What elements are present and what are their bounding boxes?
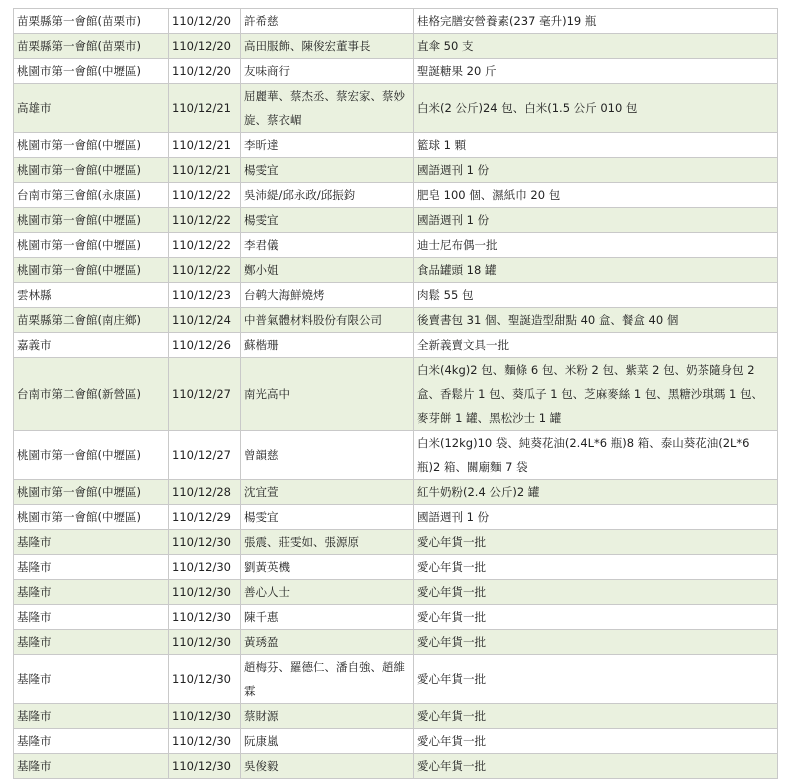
- date-cell: 110/12/30: [169, 655, 241, 704]
- date-cell: 110/12/20: [169, 9, 241, 34]
- table-row: [14, 729, 778, 754]
- item-cell: 國語週刊 1 份: [414, 505, 778, 530]
- date-cell: 110/12/30: [169, 729, 241, 754]
- table-row: [14, 505, 778, 530]
- item-cell: 白米(12kg)10 袋、純葵花油(2.4L*6 瓶)8 箱、泰山葵花油(2L*6 瓶)2 箱、關廟麵 7 袋: [414, 431, 778, 480]
- org-cell: 桃園市第一會館(中壢區): [14, 431, 169, 480]
- donor-cell: 阮康嵐: [241, 729, 414, 754]
- date-cell: 110/12/22: [169, 183, 241, 208]
- org-cell: 桃園市第一會館(中壢區): [14, 59, 169, 84]
- org-cell: 苗栗縣第二會館(南庄鄉): [14, 308, 169, 333]
- table-row: [14, 84, 778, 133]
- item-cell: 直傘 50 支: [414, 34, 778, 59]
- table-row: [14, 9, 778, 34]
- table-row: [14, 59, 778, 84]
- org-cell: 基隆市: [14, 704, 169, 729]
- donation-table-body: [14, 9, 778, 779]
- table-row: [14, 208, 778, 233]
- item-cell: 愛心年貨一批: [414, 630, 778, 655]
- org-cell: 台南市第三會館(永康區): [14, 183, 169, 208]
- date-cell: 110/12/20: [169, 34, 241, 59]
- table-row: [14, 704, 778, 729]
- date-cell: 110/12/30: [169, 605, 241, 630]
- item-cell: 白米(4kg)2 包、麵條 6 包、米粉 2 包、紫菜 2 包、奶茶隨身包 2 盒、香鬆片 1 包、葵瓜子 1 包、芝麻麥絲 1 包、黑糖沙琪瑪 1 包、麥芽餅 1 罐、黑松沙士 1 罐: [414, 358, 778, 431]
- date-cell: 110/12/30: [169, 555, 241, 580]
- item-cell: 全新義賣文具一批: [414, 333, 778, 358]
- table-row: [14, 754, 778, 779]
- table-row: [14, 480, 778, 505]
- item-cell: 愛心年貨一批: [414, 655, 778, 704]
- donor-cell: 李昕達: [241, 133, 414, 158]
- donor-cell: 南光高中: [241, 358, 414, 431]
- donor-cell: 蘇楷珊: [241, 333, 414, 358]
- table-row: [14, 605, 778, 630]
- table-row: [14, 655, 778, 704]
- donor-cell: 善心人士: [241, 580, 414, 605]
- donor-cell: 許希慈: [241, 9, 414, 34]
- date-cell: 110/12/22: [169, 258, 241, 283]
- donor-cell: 屈麗華、蔡杰丞、蔡宏家、蔡妙旋、蔡衣嵋: [241, 84, 414, 133]
- org-cell: 桃園市第一會館(中壢區): [14, 158, 169, 183]
- donor-cell: 陳千惠: [241, 605, 414, 630]
- date-cell: 110/12/26: [169, 333, 241, 358]
- date-cell: 110/12/20: [169, 59, 241, 84]
- org-cell: 嘉義市: [14, 333, 169, 358]
- date-cell: 110/12/30: [169, 630, 241, 655]
- org-cell: 桃園市第一會館(中壢區): [14, 133, 169, 158]
- table-row: [14, 358, 778, 431]
- item-cell: 愛心年貨一批: [414, 704, 778, 729]
- org-cell: 基隆市: [14, 530, 169, 555]
- donor-cell: 黃琇盈: [241, 630, 414, 655]
- donor-cell: 楊雯宜: [241, 505, 414, 530]
- donor-cell: 沈宜萱: [241, 480, 414, 505]
- date-cell: 110/12/29: [169, 505, 241, 530]
- org-cell: 高雄市: [14, 84, 169, 133]
- donor-cell: 台鹌大海鮮燒烤: [241, 283, 414, 308]
- donor-cell: 楊雯宜: [241, 208, 414, 233]
- date-cell: 110/12/27: [169, 358, 241, 431]
- date-cell: 110/12/23: [169, 283, 241, 308]
- donor-cell: 吳沛緹/邱永政/邱振鈞: [241, 183, 414, 208]
- date-cell: 110/12/28: [169, 480, 241, 505]
- date-cell: 110/12/30: [169, 704, 241, 729]
- date-cell: 110/12/21: [169, 84, 241, 133]
- donor-cell: 趙梅芬、羅德仁、潘自強、趙維霖: [241, 655, 414, 704]
- table-row: [14, 308, 778, 333]
- org-cell: 基隆市: [14, 729, 169, 754]
- table-row: [14, 530, 778, 555]
- donor-cell: 李君儀: [241, 233, 414, 258]
- table-row: [14, 158, 778, 183]
- table-row: [14, 333, 778, 358]
- donation-table-container: [13, 8, 777, 779]
- item-cell: 籃球 1 顆: [414, 133, 778, 158]
- donor-cell: 蔡財源: [241, 704, 414, 729]
- org-cell: 桃園市第一會館(中壢區): [14, 505, 169, 530]
- donor-cell: 張震、莊雯如、張源原: [241, 530, 414, 555]
- item-cell: 肥皂 100 個、濕紙巾 20 包: [414, 183, 778, 208]
- item-cell: 愛心年貨一批: [414, 530, 778, 555]
- table-row: [14, 258, 778, 283]
- donor-cell: 鄭小姐: [241, 258, 414, 283]
- item-cell: 桂格完膳安營養素(237 毫升)19 瓶: [414, 9, 778, 34]
- table-row: [14, 34, 778, 59]
- date-cell: 110/12/30: [169, 530, 241, 555]
- item-cell: 愛心年貨一批: [414, 555, 778, 580]
- item-cell: 國語週刊 1 份: [414, 158, 778, 183]
- table-row: [14, 283, 778, 308]
- date-cell: 110/12/22: [169, 233, 241, 258]
- date-cell: 110/12/24: [169, 308, 241, 333]
- org-cell: 基隆市: [14, 555, 169, 580]
- date-cell: 110/12/27: [169, 431, 241, 480]
- donation-table: [13, 8, 778, 779]
- item-cell: 迪士尼布偶一批: [414, 233, 778, 258]
- item-cell: 食品罐頭 18 罐: [414, 258, 778, 283]
- donor-cell: 劉黃英機: [241, 555, 414, 580]
- org-cell: 基隆市: [14, 655, 169, 704]
- org-cell: 基隆市: [14, 754, 169, 779]
- date-cell: 110/12/30: [169, 754, 241, 779]
- table-row: [14, 431, 778, 480]
- donor-cell: 吳俊毅: [241, 754, 414, 779]
- donor-cell: 中普氣體材料股份有限公司: [241, 308, 414, 333]
- item-cell: 愛心年貨一批: [414, 605, 778, 630]
- org-cell: 桃園市第一會館(中壢區): [14, 258, 169, 283]
- item-cell: 愛心年貨一批: [414, 754, 778, 779]
- org-cell: 桃園市第一會館(中壢區): [14, 480, 169, 505]
- donor-cell: 友味商行: [241, 59, 414, 84]
- donor-cell: 楊雯宜: [241, 158, 414, 183]
- org-cell: 基隆市: [14, 580, 169, 605]
- item-cell: 聖誕糖果 20 斤: [414, 59, 778, 84]
- date-cell: 110/12/21: [169, 133, 241, 158]
- org-cell: 桃園市第一會館(中壢區): [14, 208, 169, 233]
- org-cell: 苗栗縣第一會館(苗栗市): [14, 34, 169, 59]
- table-row: [14, 183, 778, 208]
- item-cell: 愛心年貨一批: [414, 580, 778, 605]
- item-cell: 後賣書包 31 個、聖誕造型甜點 40 盒、餐盒 40 個: [414, 308, 778, 333]
- table-row: [14, 555, 778, 580]
- item-cell: 國語週刊 1 份: [414, 208, 778, 233]
- org-cell: 基隆市: [14, 605, 169, 630]
- item-cell: 白米(2 公斤)24 包、白米(1.5 公斤 010 包: [414, 84, 778, 133]
- table-row: [14, 630, 778, 655]
- table-row: [14, 233, 778, 258]
- date-cell: 110/12/21: [169, 158, 241, 183]
- item-cell: 肉鬆 55 包: [414, 283, 778, 308]
- table-row: [14, 580, 778, 605]
- date-cell: 110/12/22: [169, 208, 241, 233]
- org-cell: 雲林縣: [14, 283, 169, 308]
- org-cell: 基隆市: [14, 630, 169, 655]
- org-cell: 苗栗縣第一會館(苗栗市): [14, 9, 169, 34]
- org-cell: 台南市第二會館(新營區): [14, 358, 169, 431]
- item-cell: 愛心年貨一批: [414, 729, 778, 754]
- table-row: [14, 133, 778, 158]
- date-cell: 110/12/30: [169, 580, 241, 605]
- item-cell: 紅牛奶粉(2.4 公斤)2 罐: [414, 480, 778, 505]
- donor-cell: 曾韻慈: [241, 431, 414, 480]
- donor-cell: 高田服飾、陳俊宏董事長: [241, 34, 414, 59]
- org-cell: 桃園市第一會館(中壢區): [14, 233, 169, 258]
